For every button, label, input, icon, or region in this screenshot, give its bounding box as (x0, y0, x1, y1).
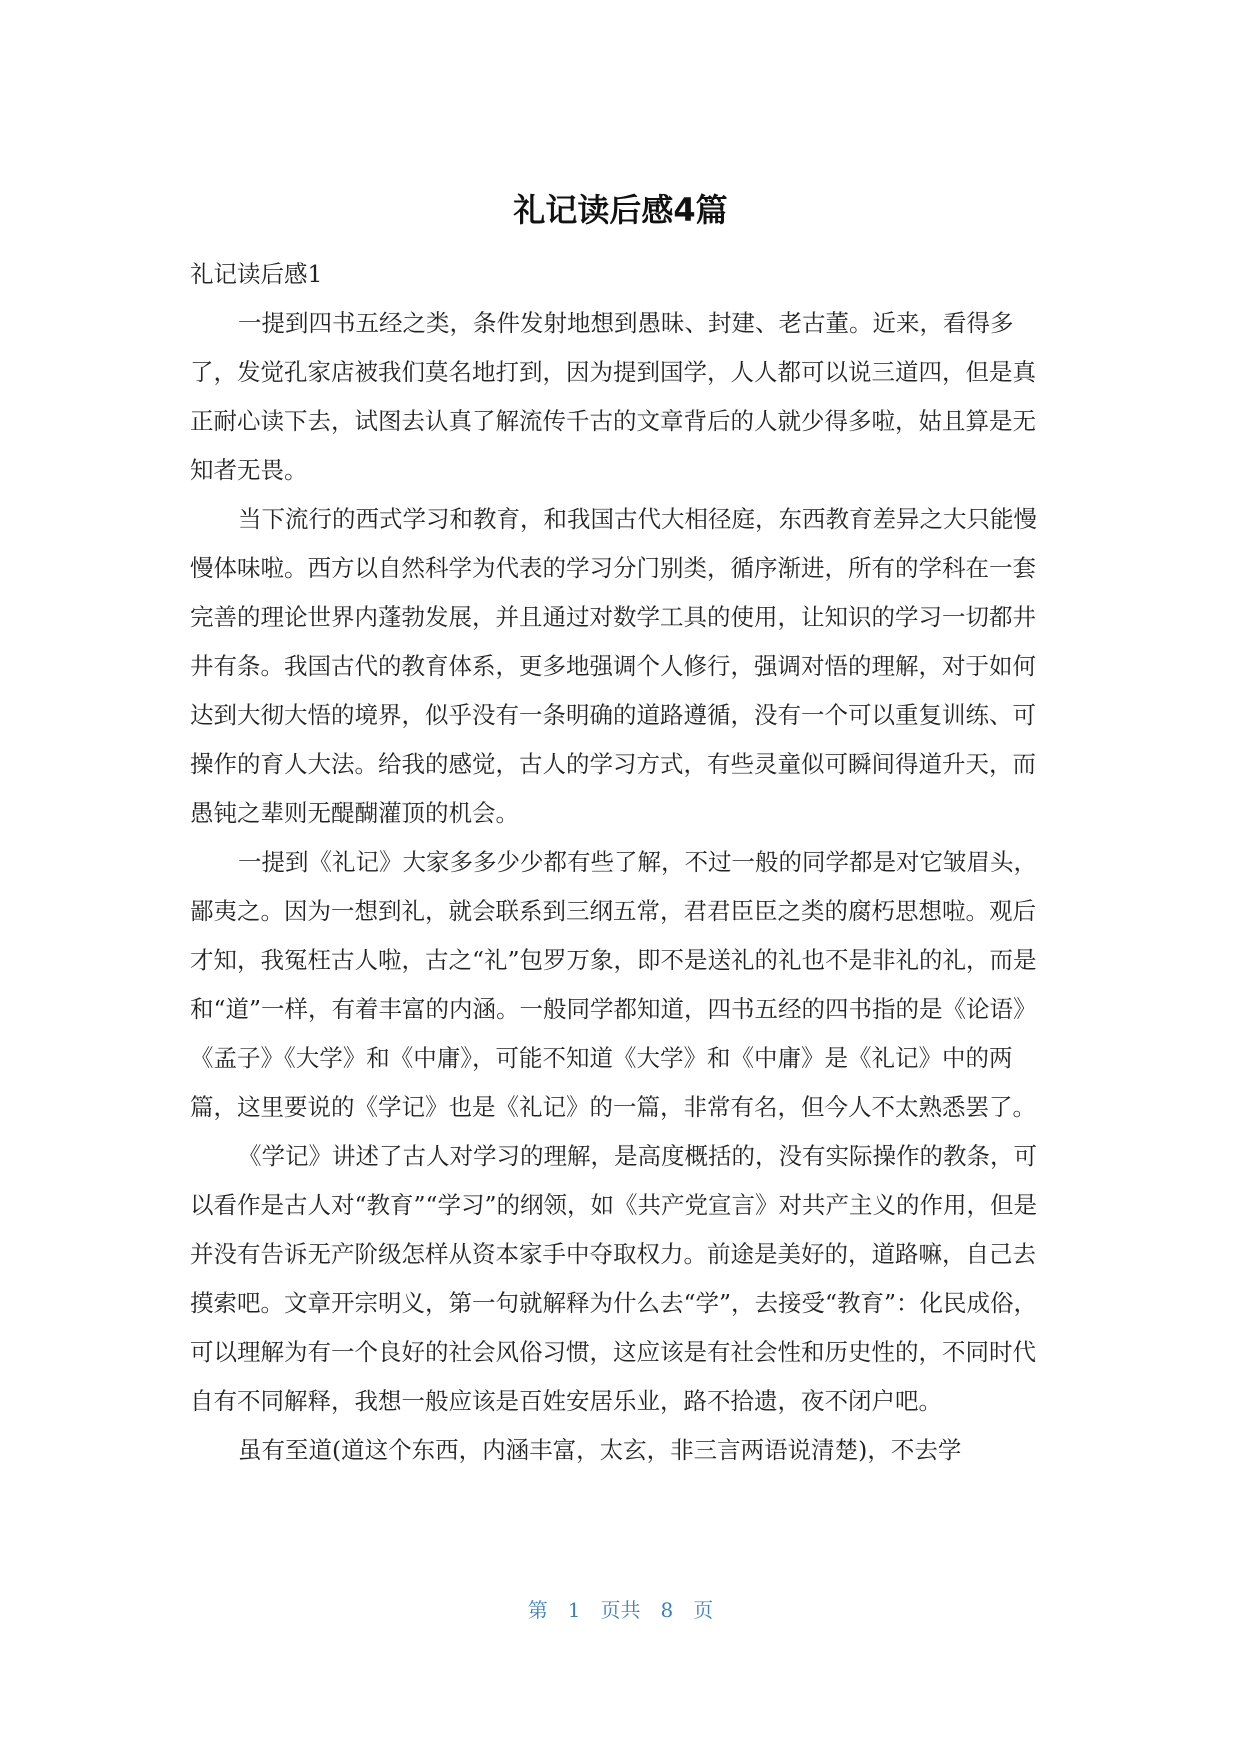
document-body (190, 250, 1048, 1475)
paragraph-5: 虽有至道(道这个东西，内涵丰富，太玄，非三言两语说清楚)，不去学 (238, 1436, 962, 1464)
paragraph-3: 一提到《礼记》大家多多少少都有些了解，不过一般的同学都是对它皱眉头，鄙夷之。因为一想到礼，就会联系到三纲五常，君君臣臣之类的腐朽思想啦。观后才知，我冤枉古人啦，古之“礼”包罗万象，即不是送礼的礼也不是非礼的礼，而是和“道”一样，有着丰富的内涵。一般同学都知道，四书五经的四书指的是《论语》《孟子》《大学》和《中庸》，可能不知道《大学》和《中庸》是《礼记》中的两篇，这里要说的《学记》也是《礼记》的一篇，非常有名，但今人不太熟悉罢了。 (190, 848, 1037, 1121)
paragraph-2: 当下流行的西式学习和教育，和我国古代大相径庭，东西教育差异之大只能慢慢体味啦。西方以自然科学为代表的学习分门别类，循序渐进，所有的学科在一套完善的理论世界内蓬勃发展，并且通过对数学工具的使用，让知识的学习一切都井井有条。我国古代的教育体系，更多地强调个人修行，强调对悟的理解，对于如何达到大彻大悟的境界，似乎没有一条明确的道路遵循，没有一个可以重复训练、可操作的育人大法。给我的感觉，古人的学习方式，有些灵童似可瞬间得道升天，而愚钝之辈则无醍醐灌顶的机会。 (190, 505, 1037, 827)
page-number-footer: 第 1 页共 8 页 (527, 1598, 714, 1622)
paragraph-1: 一提到四书五经之类，条件发射地想到愚昧、封建、老古董。近来，看得多了，发觉孔家店被我们莫名地打到，因为提到国学，人人都可以说三道四，但是真正耐心读下去，试图去认真了解流传千古的文章背后的人就少得多啦，姑且算是无知者无畏。 (190, 309, 1036, 484)
section-heading: 礼记读后感1 (190, 260, 323, 288)
paragraph-4: 《学记》讲述了古人对学习的理解，是高度概括的，没有实际操作的教条，可以看作是古人对“教育”“学习”的纲领，如《共产党宣言》对共产主义的作用，但是并没有告诉无产阶级怎样从资本家手中夺取权力。前途是美好的，道路嘛，自己去摸索吧。文章开宗明义，第一句就解释为什么去“学”，去接受“教育”：化民成俗，可以理解为有一个良好的社会风俗习惯，这应该是有社会性和历史性的，不同时代自有不同解释，我想一般应该是百姓安居乐业，路不拾遗，夜不闭户吧。 (190, 1142, 1038, 1415)
document-title: 礼记读后感4篇 (513, 191, 728, 229)
